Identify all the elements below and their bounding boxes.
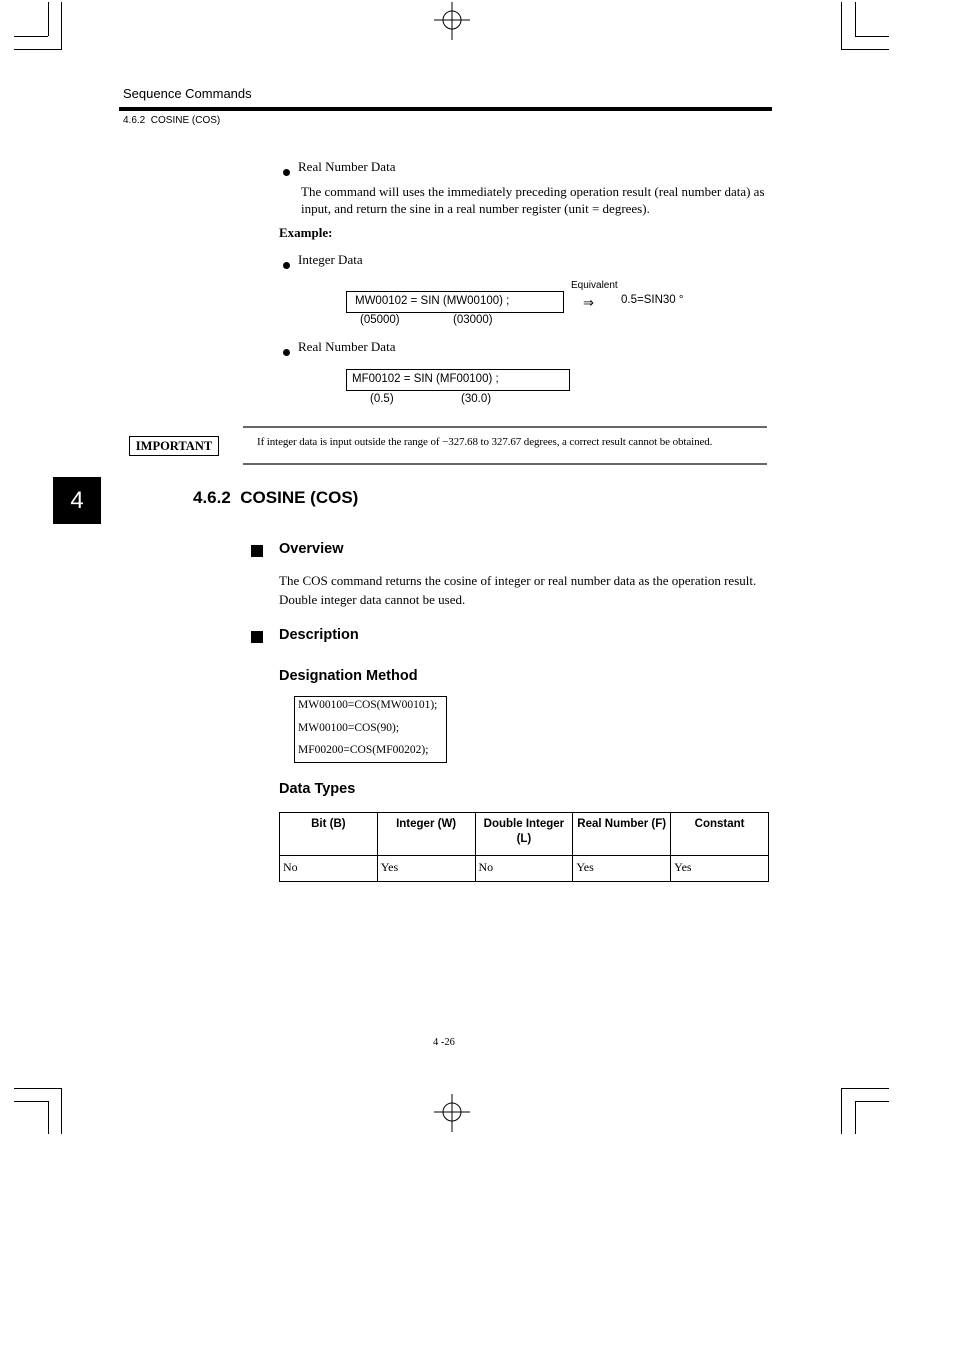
data-types-heading: Data Types: [279, 781, 356, 797]
crop-mark: [855, 36, 889, 37]
designation-code-box: [294, 696, 447, 763]
table-cell: No: [280, 856, 378, 882]
real-code: MF00102 = SIN (MF00100) ;: [352, 373, 499, 385]
table-cell: Yes: [573, 856, 671, 882]
overview-heading: Overview: [279, 541, 344, 557]
overview-line2: Double integer data cannot be used.: [279, 592, 466, 607]
bullet-icon: [283, 343, 290, 361]
page-number: 4 -26: [433, 1037, 455, 1048]
crop-mark: [14, 49, 62, 50]
chapter-number: 4: [70, 486, 84, 514]
crop-mark: [61, 1088, 62, 1134]
important-bottom-rule: [243, 463, 767, 465]
integer-code-box: [346, 291, 564, 313]
important-badge: [129, 436, 219, 456]
bullet-label-real-number-example: Real Number Data: [298, 339, 396, 354]
square-bullet-icon: [251, 544, 263, 562]
description-heading: Description: [279, 627, 359, 643]
registration-mark: [432, 1092, 472, 1134]
integer-code: MW00102 = SIN (MW00100) ;: [355, 295, 510, 307]
crop-mark: [48, 2, 49, 36]
crop-mark: [48, 1101, 49, 1134]
real-number-description-line2: input, and return the sine in a real number register (unit = degrees).: [301, 201, 650, 216]
real-code-box: [346, 369, 570, 391]
table-header-cell: Bit (B): [280, 813, 378, 856]
crop-mark: [855, 1101, 856, 1134]
header-section-title: Sequence Commands: [123, 86, 252, 101]
designation-code-line: MF00200=COS(MF00202);: [298, 744, 429, 756]
example-label: Example:: [279, 225, 333, 240]
table-cell: No: [475, 856, 573, 882]
equivalent-label: Equivalent: [571, 280, 618, 291]
crop-mark: [841, 1088, 889, 1089]
table-header-cell: Real Number (F): [573, 813, 671, 856]
arrow-icon: ⇒: [583, 295, 594, 310]
table-header-cell: Double Integer (L): [475, 813, 573, 856]
crop-mark: [855, 1101, 889, 1102]
table-header-cell: Constant: [671, 813, 769, 856]
table-row: [280, 856, 769, 882]
crop-mark: [841, 2, 842, 50]
crop-mark: [855, 2, 856, 36]
crop-mark: [841, 1088, 842, 1134]
table-cell: Yes: [377, 856, 475, 882]
crop-mark: [14, 1101, 48, 1102]
integer-result: 0.5=SIN30 °: [621, 294, 684, 306]
important-label: IMPORTANT: [135, 438, 213, 453]
important-top-rule: [243, 426, 767, 428]
data-types-table: [279, 812, 769, 882]
integer-value2: (03000): [453, 314, 493, 326]
table-header-cell: Integer (W): [377, 813, 475, 856]
section-title: 4.6.2 COSINE (COS): [193, 488, 359, 507]
chapter-tab: [53, 477, 101, 524]
integer-value1: (05000): [360, 314, 400, 326]
real-number-description-line1: The command will uses the immediately preceding operation result (real number data) as: [301, 184, 765, 199]
square-bullet-icon: [251, 630, 263, 648]
bullet-icon: [283, 163, 290, 181]
real-value1: (0.5): [370, 393, 394, 405]
crop-mark: [841, 49, 889, 50]
designation-code-line: MW00100=COS(MW00101);: [298, 699, 438, 711]
bullet-label-real-number: Real Number Data: [298, 159, 396, 174]
designation-method-heading: Designation Method: [279, 668, 418, 684]
bullet-icon: [283, 256, 290, 274]
crop-mark: [14, 36, 48, 37]
table-cell: Yes: [671, 856, 769, 882]
table-header-row: [280, 813, 769, 856]
header-rule: [119, 107, 772, 111]
important-text: If integer data is input outside the range of −327.68 to 327.67 degrees, a correct result cannot be obtained.: [257, 436, 713, 448]
registration-mark: [432, 0, 472, 42]
header-subsection: 4.6.2 COSINE (COS): [123, 115, 221, 126]
bullet-label-integer: Integer Data: [298, 252, 363, 267]
real-value2: (30.0): [461, 393, 492, 405]
crop-mark: [61, 2, 62, 50]
overview-line1: The COS command returns the cosine of integer or real number data as the operation result.: [279, 573, 757, 588]
crop-mark: [14, 1088, 62, 1089]
designation-code-line: MW00100=COS(90);: [298, 722, 400, 734]
